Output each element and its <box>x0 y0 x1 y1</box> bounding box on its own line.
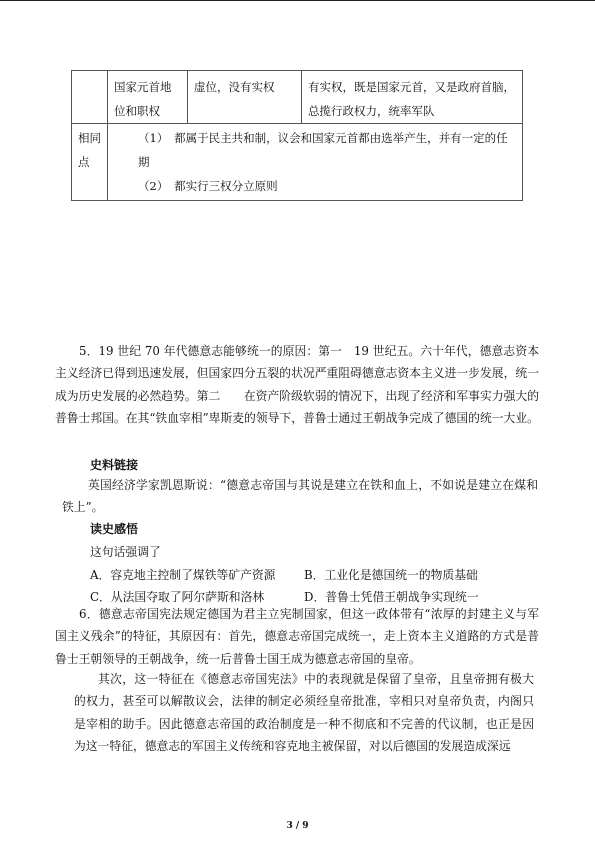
table-row <box>72 124 523 201</box>
option-c: C．从法国夺取了阿尔萨斯和洛林 <box>90 590 265 604</box>
reflection-prompt: 这句话强调了 <box>90 545 161 559</box>
similarity-item-1 <box>114 126 516 174</box>
question-5-paragraph: 5．19 世纪 70 年代德意志能够统一的原因：第一 19 世纪五。六十年代，德意志资本主义经济已得到迅速发展，但国家四分五裂的状况严重阻碍德意志资本主义进一步发展，统一成为历史发展的必然趋势。第二 在资产阶级软弱的情况下，出现了经济和军事实力强大的普鲁士邦国。在其“铁血宰相”卑斯麦的领导下，普鲁士通过王朝战争完成了德国的统一大业。 <box>55 344 539 426</box>
comparison-table <box>71 70 523 201</box>
similarity-item-1-text: （1） 都属于民主共和制，议会和国家元首都由选举产生，并有一定的任期 <box>138 131 508 169</box>
similarity-item-2 <box>114 174 516 198</box>
option-b: B．工业化是德国统一的物质基础 <box>304 568 478 582</box>
similarities-cell <box>108 124 523 201</box>
similarity-item-2-text: （2） 都实行三权分立原则 <box>138 179 278 193</box>
source-heading: 史料链接 <box>90 458 139 472</box>
option-d: D．普鲁士凭借王朝战争实现统一 <box>304 590 479 604</box>
question-6-paragraph: 6．德意志帝国宪法规定德国为君主立宪制国家，但这一政体带有“浓厚的封建主义与军国主义残余”的特征，其原因有：首先，德意志帝国完成统一，走上资本主义道路的方式是普鲁士王朝领导的王朝战争，统一后普鲁士国王成为德意志帝国的皇帝。 <box>55 607 539 666</box>
table-row <box>72 71 523 124</box>
row-label-head-of-state: 国家元首地位和职权 <box>108 71 188 124</box>
reflection-heading: 读史感悟 <box>90 522 139 536</box>
page-number: 3 / 9 <box>286 821 309 831</box>
question-6-continuation: 其次，这一特征在《德意志帝国宪法》中的表现就是保留了皇帝，且皇帝拥有极大的权力，甚至可以解散议会，法律的制定必须经皇帝批准，宰相只对皇帝负责，内阁只是宰相的助手。因此德意志帝国的政治制度是一种不彻底和不完善的代议制，也正是因为这一特征，德意志的军国主义传统和容克地主被保留，对以后德国的发展造成深远 <box>74 672 534 754</box>
cell-right-system: 有实权，既是国家元首，又是政府首脑，总揽行政权力，统率军队 <box>302 71 523 124</box>
source-quote: 英国经济学家凯恩斯说：“德意志帝国与其说是建立在铁和血上，不如说是建立在煤和铁上”。 <box>62 478 538 515</box>
top-rule <box>0 0 595 1</box>
row-label-similarities: 相同点 <box>72 124 108 201</box>
table-cell-empty <box>72 71 108 124</box>
option-a: A．容克地主控制了煤铁等矿产资源 <box>90 568 276 582</box>
cell-left-system: 虚位，没有实权 <box>188 71 302 124</box>
